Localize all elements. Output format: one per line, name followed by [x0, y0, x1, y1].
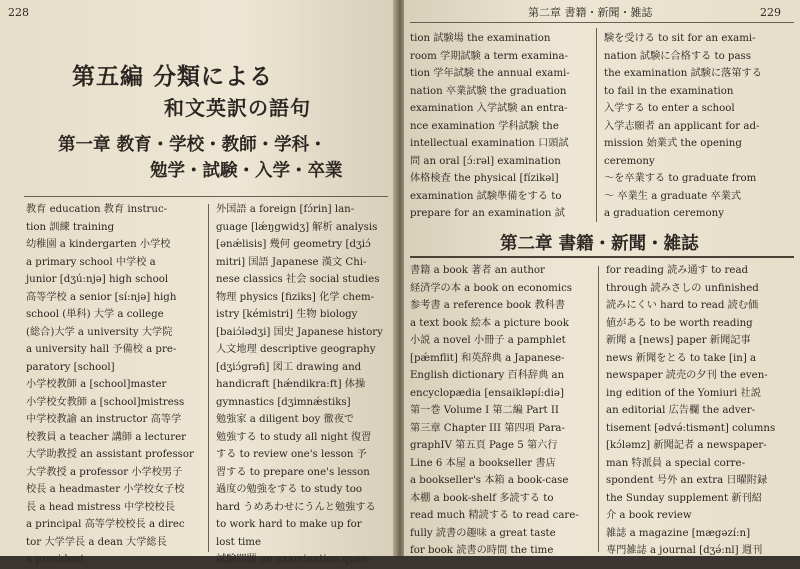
text-line: an editorial 広告欄 the adver-: [606, 405, 756, 416]
text-line: [baiɔ́lədʒi] 国史 Japanese history: [216, 326, 383, 338]
text-line: ceremony: [604, 155, 655, 167]
text-line: nce examination 学科試験 the: [410, 120, 559, 132]
text-line: school (単科) 大学 a college: [26, 309, 164, 320]
text-line: tion 訓練 training: [26, 221, 115, 233]
text-line: 過度の勉強をする to study too: [216, 484, 362, 495]
text-line: read much 精読する to read care-: [410, 510, 579, 521]
text-line: istry [kémistri] 生物 biology: [216, 309, 358, 320]
text-line: (総合)大学 a university 大学院: [26, 326, 173, 338]
text-line: examination 入学試験 an entra-: [410, 103, 568, 114]
text-line: fully 読書の趣味 a great taste: [410, 527, 556, 539]
text-line: 経済学の本 a book on economics: [410, 282, 573, 294]
text-line: a primary school 中学校 a: [26, 256, 156, 268]
text-line: ing edition of the Yomiuri 社説: [606, 387, 761, 399]
text-line: a text book 絵本 a picture book: [410, 317, 569, 329]
text-line: 小学校教師 a [school]master: [26, 379, 167, 390]
text-line: [pǽmflit] 和英辞典 a Japanese-: [410, 352, 565, 364]
text-line: examination 試験準備をする to: [410, 190, 562, 202]
text-line: 介 a book review: [606, 510, 692, 521]
text-line: a university hall 予備校 a pre-: [26, 344, 177, 355]
text-line: ～ 卒業生 a graduate 卒業式: [604, 190, 742, 202]
column-divider: [598, 266, 599, 552]
text-line: paratory [school]: [26, 361, 115, 373]
left-page: [0, 0, 396, 565]
text-line: 校長 a headmaster 小学校女子校: [26, 484, 185, 495]
text-line: 入学する to enter a school: [604, 103, 735, 114]
text-line: 勉強する to study all night 復習: [216, 431, 372, 443]
text-line: handicraft [hǽndikra:ft] 体操: [216, 379, 366, 390]
text-line: 参考書 a reference book 教科書: [410, 300, 566, 311]
text-line: spondent 号外 an extra 日曜附録: [606, 475, 768, 486]
lower-column-1: [410, 262, 594, 560]
text-line: tisement [ədvə́:tismənt] columns: [606, 422, 776, 434]
column-divider: [208, 204, 209, 552]
text-line: prepare for an examination 試: [410, 208, 565, 219]
right-page: [404, 0, 800, 556]
text-line: for reading 読み通す to read: [606, 265, 749, 276]
text-line: lost time: [216, 536, 261, 548]
header-rule: [410, 22, 794, 23]
text-line: 読みにくい hard to read 読む価: [606, 300, 759, 311]
text-line: junior [dʒú:njə] high school: [26, 274, 169, 285]
text-line: a graduation ceremony: [604, 208, 724, 219]
text-line: a bookseller's 本箱 a book-case: [410, 475, 569, 486]
text-line: tion 試験場 the examination: [410, 33, 551, 44]
text-line: 新聞 a [news] paper 新聞記事: [606, 335, 751, 346]
text-line: する to review one's lesson 予: [216, 449, 367, 460]
text-line: nation 試験に合格する to pass: [604, 50, 751, 62]
text-column-2: [216, 201, 392, 569]
text-line: the Sunday supplement 新刊紹: [606, 492, 762, 504]
running-header: 第二章 書籍・新聞・雑誌: [528, 6, 653, 19]
text-line: intellectual examination 口頭試: [410, 138, 569, 149]
lower-column-2: [606, 262, 796, 560]
text-line: 書籍 a book 著者 an author: [410, 265, 545, 276]
column-divider: [596, 28, 597, 222]
text-line: graphIV 第五頁 Page 5 第六行: [410, 440, 558, 451]
text-line: 教育 education 教育 instruc-: [26, 204, 168, 215]
text-line: [kɔ́ləmz] 新聞記者 a newspaper-: [606, 440, 767, 451]
text-line: 験を受ける to sit for an exami-: [604, 33, 756, 44]
text-line: 体格検査 the physical [fízikəl]: [410, 173, 559, 184]
text-line: a principal 高等学校校長 a direc: [26, 519, 185, 530]
text-line: English dictionary 百科辞典 an: [410, 370, 565, 381]
text-line: 雑誌 a magazine [mægəzí:n]: [606, 527, 751, 539]
text-line: 勉強家 a diligent boy 徹夜で: [216, 414, 355, 425]
text-line: the examination 試験に落第する: [604, 68, 762, 79]
part-title: 第五編 分類による: [72, 63, 274, 90]
text-line: 値がある to be worth reading: [606, 317, 753, 329]
page-number: 228: [8, 6, 29, 19]
text-line: 入学志願者 an applicant for ad-: [604, 120, 760, 132]
text-line: news 新聞をとる to take [in] a: [606, 352, 757, 364]
text-line: mitri] 国語 Japanese 漢文 Chi-: [216, 256, 367, 268]
text-line: nese classics 社会 social studies: [216, 274, 380, 285]
page-number: 229: [760, 6, 781, 19]
text-line: gymnastics [dʒimnǽstiks]: [216, 396, 351, 408]
text-line: 幼稚園 a kindergarten 小学校: [26, 239, 171, 250]
chapter-rule: [410, 256, 794, 258]
text-line: tor 大学学長 a dean 大学総長: [26, 536, 167, 548]
text-line: 習する to prepare one's lesson: [216, 466, 370, 478]
text-line: encyclopædia [ensaikləpí:diə]: [410, 387, 564, 399]
text-line: 第一巻 Volume I 第二編 Part II: [410, 405, 559, 416]
text-line: hard うめあわせにうんと勉強する: [216, 501, 376, 513]
text-line: man 特派員 a special corre-: [606, 457, 746, 469]
text-line: room 学期試験 a term examina-: [410, 50, 569, 62]
text-line: 本棚 a book-shelf 多読する to: [410, 492, 554, 504]
text-line: 外国語 a foreign [fɔ́rin] lan-: [216, 204, 355, 215]
text-line: 問 an oral [ɔ́:rəl] examination: [410, 155, 561, 167]
text-line: 専門雑誌 a journal [dʒə́:nl] 週刊: [606, 545, 763, 556]
chapter-title-line2: 勉学・試験・入学・卒業: [150, 161, 343, 181]
part-subtitle: 和文英訳の語句: [164, 96, 311, 120]
text-line: tion 学年試験 the annual exami-: [410, 68, 570, 79]
text-line: Line 6 本屋 a bookseller 書店: [410, 457, 556, 469]
text-line: to fail in the examination: [604, 85, 734, 97]
chapter-title: 第二章 書籍・新聞・雑誌: [500, 234, 699, 254]
text-line: 大学助教授 an assistant professor: [26, 449, 194, 460]
upper-column-1: [410, 30, 590, 223]
text-line: a president: [26, 554, 85, 565]
text-line: [dʒiɔ́grəfi] 図工 drawing and: [216, 361, 362, 373]
chapter-rule: [24, 196, 388, 197]
text-line: [ənǽlisis] 幾何 geometry [dʒiɔ́: [216, 239, 371, 250]
text-line: guage [lǽŋgwidʒ] 解析 analysis: [216, 221, 378, 233]
upper-column-2: [604, 30, 794, 223]
text-line: 大学教授 a professor 小学校男子: [26, 466, 183, 478]
text-line: 中学校教諭 an instructor 高等学: [26, 414, 182, 425]
text-column-1: [26, 201, 202, 569]
text-line: for book 読書の時間 the time: [410, 545, 554, 556]
text-line: ～を卒業する to graduate from: [604, 173, 757, 184]
text-line: 校教員 a teacher 講師 a lecturer: [26, 431, 187, 443]
text-line: 小説 a novel 小冊子 a pamphlet: [410, 335, 566, 346]
text-line: 高等学校 a senior [sí:njə] high: [26, 291, 177, 303]
chapter-title-line1: 第一章 教育・学校・教師・学科・: [58, 135, 327, 155]
text-line: newspaper 読売の夕刊 the even-: [606, 370, 768, 381]
text-line: to work hard to make up for: [216, 519, 362, 530]
text-line: 第三章 Chapter III 第四項 Para-: [410, 422, 565, 434]
text-line: 物理 physics [fiziks] 化学 chem-: [216, 291, 375, 303]
text-line: 小学校女教師 a [school]mistress: [26, 396, 185, 408]
text-line: nation 卒業試験 the graduation: [410, 85, 567, 97]
text-line: mission 始業式 the opening: [604, 138, 742, 149]
text-line: 人文地理 descriptive geography: [216, 344, 376, 355]
text-line: 試験問題 an examination ques-: [216, 554, 371, 565]
text-line: through 読みさしの unfinished: [606, 282, 759, 294]
text-line: 長 a head mistress 中学校校長: [26, 501, 175, 513]
